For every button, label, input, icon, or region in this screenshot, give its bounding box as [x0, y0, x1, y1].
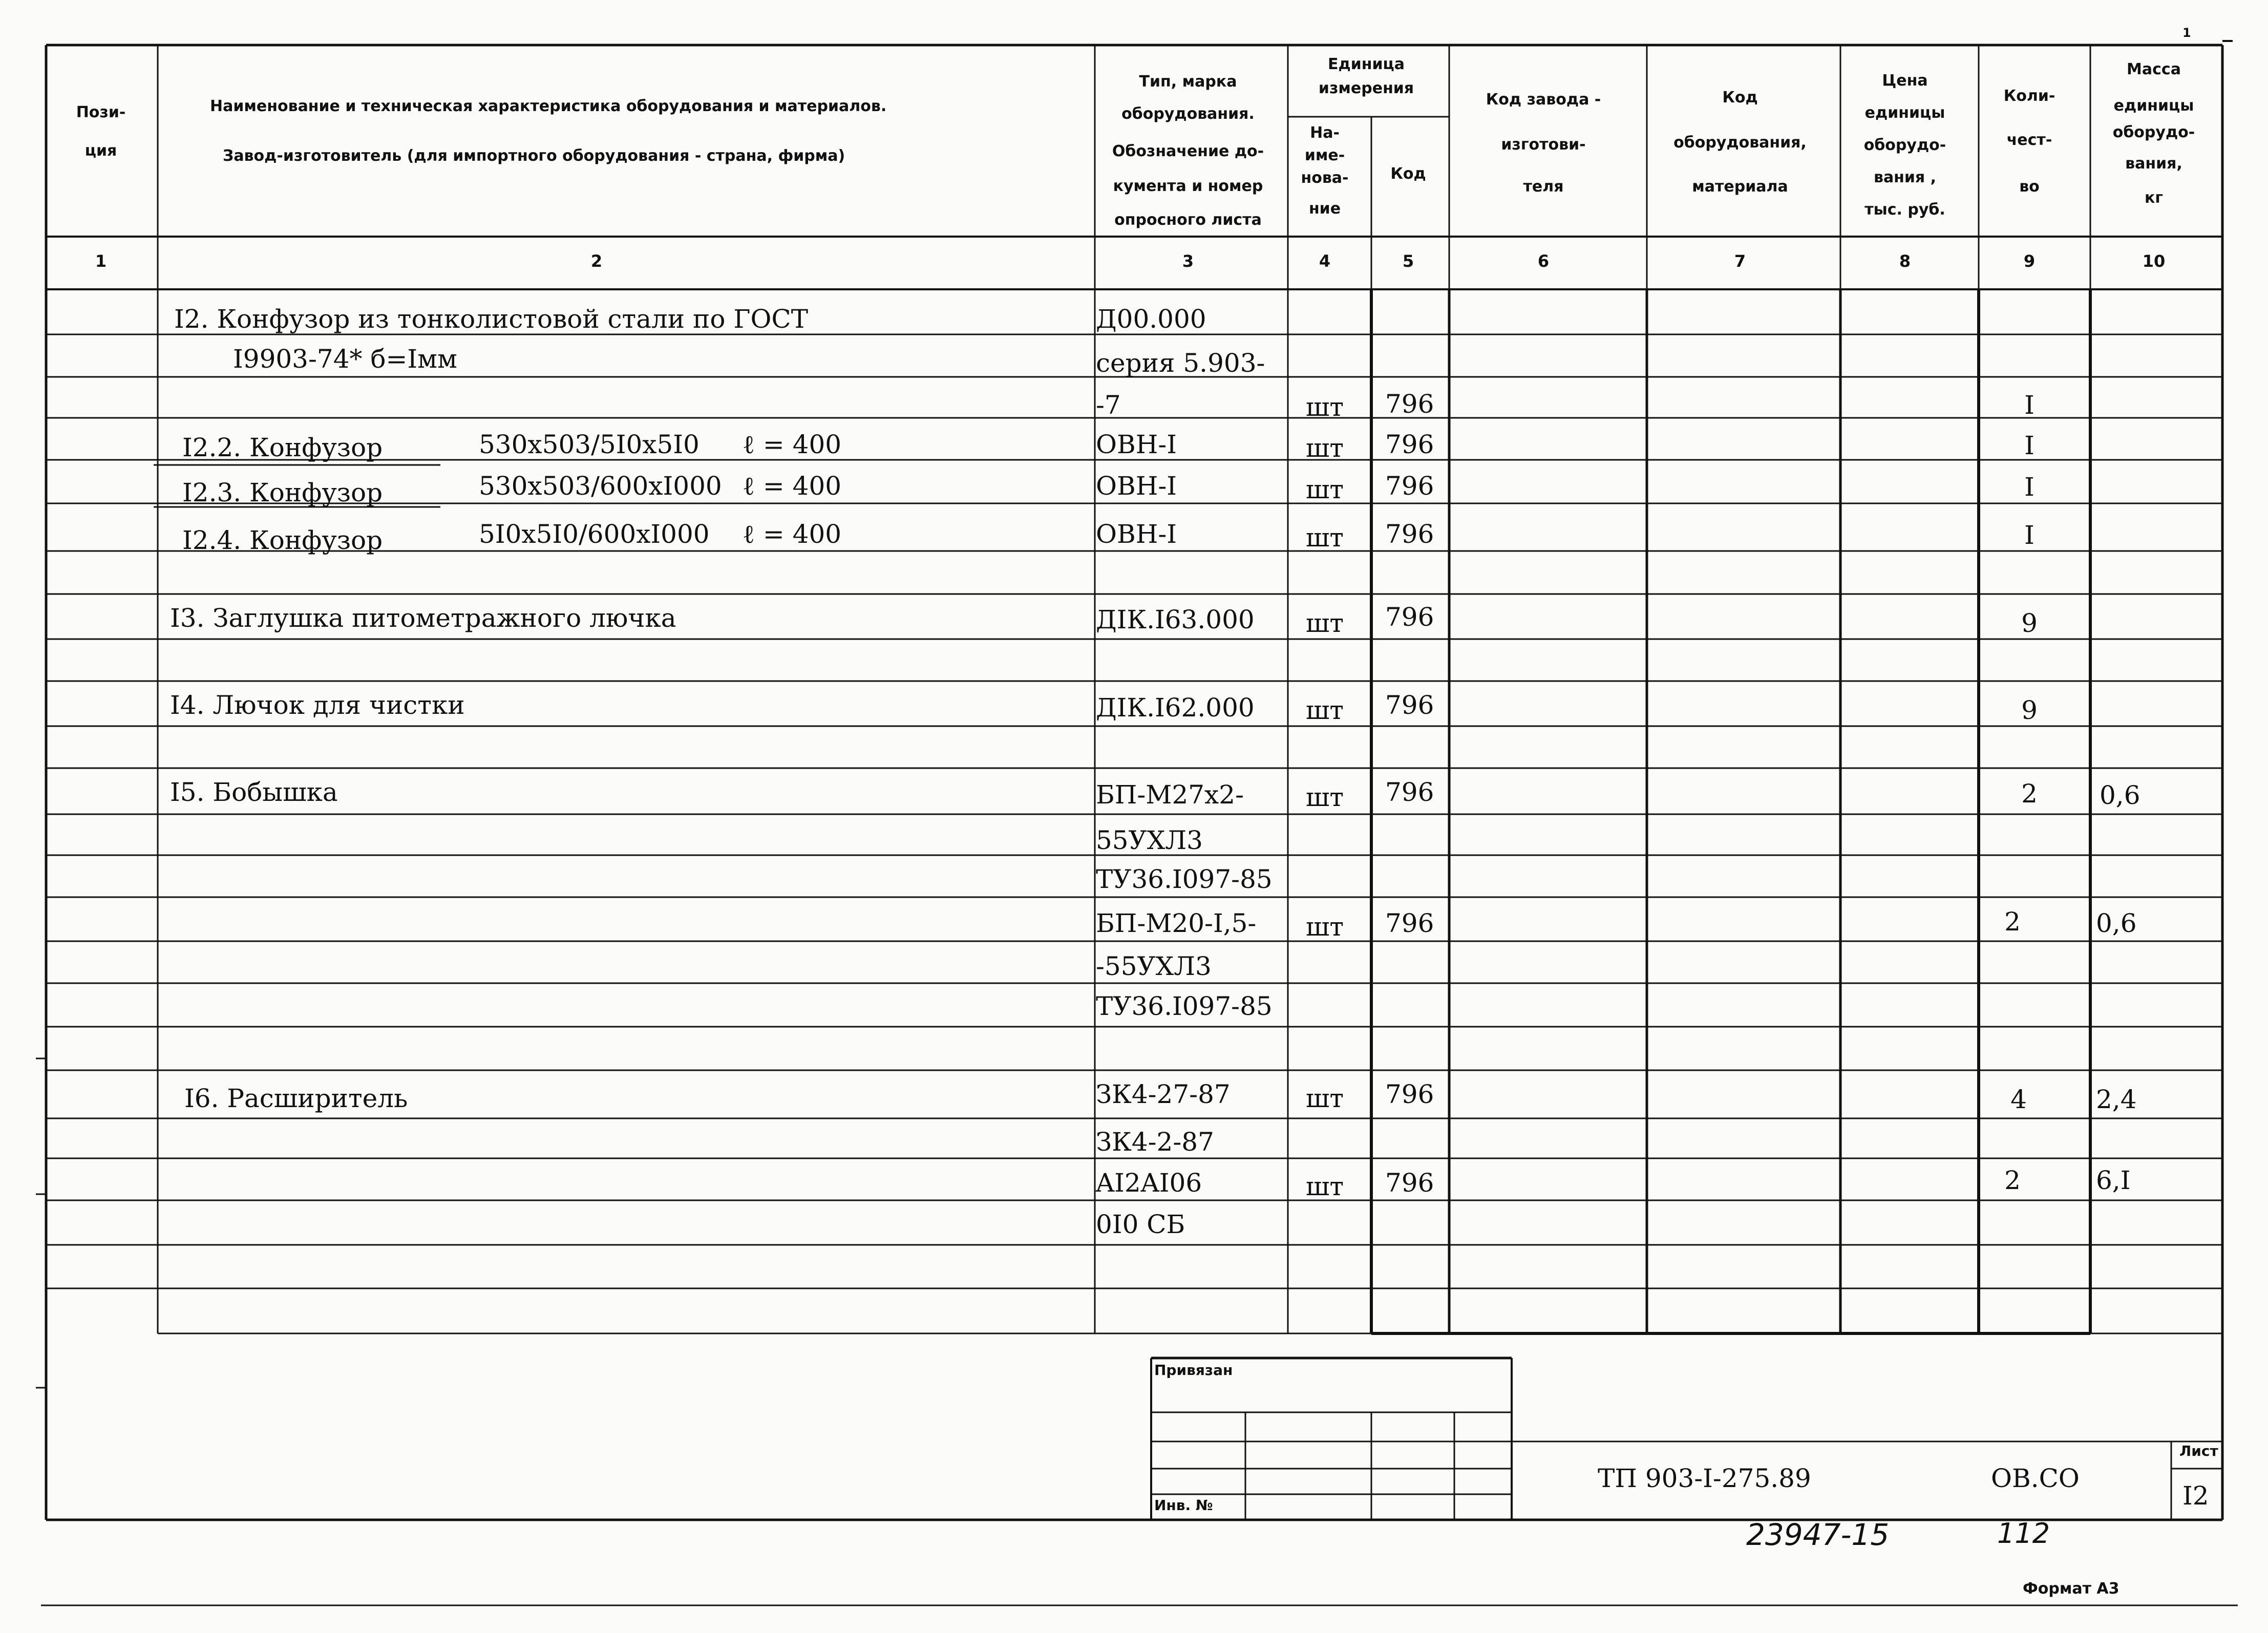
row-4-length: ℓ = 400 — [743, 430, 842, 459]
row-12-name: I5. Бобышка — [170, 777, 338, 807]
header-col1-line1: Пози- — [76, 103, 126, 121]
header-col6-line3: теля — [1523, 178, 1564, 196]
row-15-mass: 0,6 — [2096, 908, 2137, 938]
header-col3-line5: опросного листа — [1114, 211, 1262, 229]
row-16-type: -55УХЛ3 — [1096, 951, 1212, 981]
row-19-mass: 2,4 — [2096, 1085, 2137, 1114]
row-20-type: ЗК4-2-87 — [1096, 1127, 1214, 1157]
header-col3-line2: оборудования. — [1121, 105, 1255, 123]
row-6-qty: I — [2024, 520, 2034, 550]
header-col5: Код — [1390, 165, 1426, 183]
row-5-dims: 530x503/600xI000 — [479, 471, 722, 501]
row-19-unit: шт — [1305, 1084, 1344, 1113]
stamp-sheet-number: I2 — [2182, 1481, 2209, 1511]
row-6-length: ℓ = 400 — [743, 519, 842, 549]
row-4-type: ОВН-I — [1096, 430, 1177, 459]
header-col2-line2: Завод-изготовитель (для импортного оборудования - страна, фирма) — [223, 147, 845, 165]
row-10-qty: 9 — [2021, 695, 2038, 725]
header-col7-line2: оборудования, — [1673, 134, 1807, 152]
row-22-type: 0I0 СБ — [1096, 1210, 1185, 1239]
row-2-name: I9903-74* б=Iмм — [233, 344, 457, 374]
row-4-code: 796 — [1385, 430, 1434, 459]
header-col10-line3: оборудо- — [2112, 123, 2195, 141]
col-number-7: 7 — [1734, 251, 1746, 271]
col-number-10: 10 — [2142, 251, 2166, 271]
row-3-qty: I — [2024, 390, 2034, 420]
header-col6-line1: Код завода - — [1486, 91, 1601, 109]
col-number-5: 5 — [1402, 251, 1414, 271]
row-3-unit: шт — [1305, 392, 1344, 422]
row-8-unit: шт — [1305, 608, 1344, 638]
col-number-4: 4 — [1319, 251, 1331, 271]
header-col3-line3: Обозначение до- — [1112, 142, 1264, 160]
row-12-mass: 0,6 — [2100, 780, 2140, 810]
row-8-qty: 9 — [2021, 608, 2038, 638]
row-21-type: AI2AI06 — [1096, 1168, 1202, 1198]
header-unit-line1: Единица — [1328, 55, 1405, 73]
archive-number: 23947-15 — [1746, 1517, 1890, 1552]
row-3-type: -7 — [1096, 390, 1121, 420]
header-col1-line2: ция — [84, 142, 117, 160]
row-8-name: I3. Заглушка питометражного лючка — [170, 603, 676, 633]
col-number-3: 3 — [1182, 251, 1194, 271]
row-12-unit: шт — [1305, 782, 1344, 812]
header-col4-line1: На- — [1310, 124, 1340, 142]
header-col7-line3: материала — [1692, 178, 1788, 196]
stamp-inv-label: Инв. № — [1154, 1497, 1213, 1514]
header-col3-line4: кумента и номер — [1113, 177, 1263, 195]
header-col6-line2: изготови- — [1501, 136, 1586, 154]
row-4-unit: шт — [1305, 433, 1344, 463]
row-10-unit: шт — [1305, 695, 1344, 725]
row-14-type: ТУ36.I097-85 — [1096, 864, 1273, 894]
header-col4-line4: ние — [1308, 200, 1341, 218]
row-12-type: БП-М27x2- — [1096, 780, 1244, 810]
row-5-length: ℓ = 400 — [743, 471, 842, 501]
row-5-name: I2.3. Конфузор — [182, 478, 383, 507]
row-6-dims: 5I0x5I0/600xI000 — [479, 519, 710, 549]
col-number-9: 9 — [2023, 251, 2036, 271]
col-number-2: 2 — [590, 251, 603, 271]
col-number-6: 6 — [1537, 251, 1550, 271]
row-19-qty: 4 — [2010, 1085, 2027, 1114]
col-number-1: 1 — [95, 251, 107, 271]
header-col9-line2: чест- — [2006, 131, 2052, 149]
header-col9-line3: во — [2019, 178, 2040, 196]
row-19-name: I6. Расширитель — [184, 1084, 408, 1113]
row-3-code: 796 — [1385, 389, 1434, 419]
row-21-unit: шт — [1305, 1172, 1344, 1201]
row-12-qty: 2 — [2021, 779, 2038, 809]
row-6-unit: шт — [1305, 523, 1344, 553]
header-col10-line2: единицы — [2113, 97, 2194, 115]
header-col7-line1: Код — [1722, 89, 1758, 107]
header-col10-line5: кг — [2144, 189, 2164, 207]
header-col4-line3: нова- — [1301, 169, 1349, 187]
row-8-type: ДIК.I63.000 — [1096, 605, 1255, 634]
row-1-name: I2. Конфузор из тонколистовой стали по ГОСТ — [174, 304, 809, 334]
row-5-type: ОВН-I — [1096, 471, 1177, 501]
header-col2-line1: Наименование и техническая характеристика оборудования и материалов. — [210, 97, 887, 115]
row-4-name: I2.2. Конфузор — [182, 433, 383, 462]
stamp-privyazan-label: Привязан — [1154, 1362, 1233, 1378]
row-6-code: 796 — [1385, 519, 1434, 549]
row-15-qty: 2 — [2004, 907, 2021, 937]
row-10-code: 796 — [1385, 690, 1434, 720]
stamp-section-code: ОВ.СО — [1991, 1464, 2080, 1493]
row-5-qty: I — [2024, 472, 2034, 502]
row-8-code: 796 — [1385, 602, 1434, 632]
row-21-qty: 2 — [2004, 1165, 2021, 1195]
row-13-type: 55УХЛ3 — [1096, 825, 1203, 855]
header-col10-line4: вания, — [2125, 155, 2182, 173]
header-col8-line4: вания , — [1873, 168, 1937, 186]
row-2-type: серия 5.903- — [1096, 348, 1265, 378]
header-col3-line1: Тип, марка — [1139, 73, 1237, 91]
row-15-unit: шт — [1305, 912, 1344, 942]
row-4-dims: 530x503/5I0x5I0 — [479, 430, 700, 459]
header-col8-line2: единицы — [1864, 104, 1945, 122]
row-17-type: ТУ36.I097-85 — [1096, 991, 1273, 1021]
page-number: 112 — [1997, 1517, 2050, 1550]
header-col8-line3: оборудо- — [1863, 136, 1946, 154]
stamp-sheet-label: Лист — [2179, 1443, 2218, 1459]
row-10-name: I4. Лючок для чистки — [170, 690, 465, 720]
row-5-code: 796 — [1385, 471, 1434, 501]
row-12-code: 796 — [1385, 777, 1434, 807]
header-col8-line1: Цена — [1882, 72, 1928, 90]
header-unit-line2: измерения — [1318, 79, 1414, 97]
header-col4-line2: име- — [1304, 146, 1345, 164]
row-4-qty: I — [2024, 431, 2034, 460]
row-6-type: ОВН-I — [1096, 519, 1177, 549]
row-15-code: 796 — [1385, 908, 1434, 938]
corner-mark: 1 — [2182, 26, 2191, 40]
stamp-document-code: ТП 903-I-275.89 — [1598, 1464, 1811, 1493]
header-col8-line5: тыс. руб. — [1864, 201, 1945, 219]
row-1-type: Д00.000 — [1096, 304, 1206, 334]
format-label: Формат А3 — [2023, 1580, 2119, 1598]
row-15-type: БП-М20-I,5- — [1096, 908, 1257, 938]
row-6-name: I2.4. Конфузор — [182, 525, 383, 555]
row-19-code: 796 — [1385, 1079, 1434, 1109]
row-10-type: ДIК.I62.000 — [1096, 693, 1255, 723]
header-col9-line1: Коли- — [2003, 87, 2055, 105]
row-21-code: 796 — [1385, 1168, 1434, 1198]
row-21-mass: 6,I — [2096, 1165, 2131, 1195]
row-19-type: ЗК4-27-87 — [1096, 1079, 1231, 1109]
header-col10-line1: Масса — [2127, 60, 2181, 78]
col-number-8: 8 — [1899, 251, 1911, 271]
row-5-unit: шт — [1305, 475, 1344, 504]
